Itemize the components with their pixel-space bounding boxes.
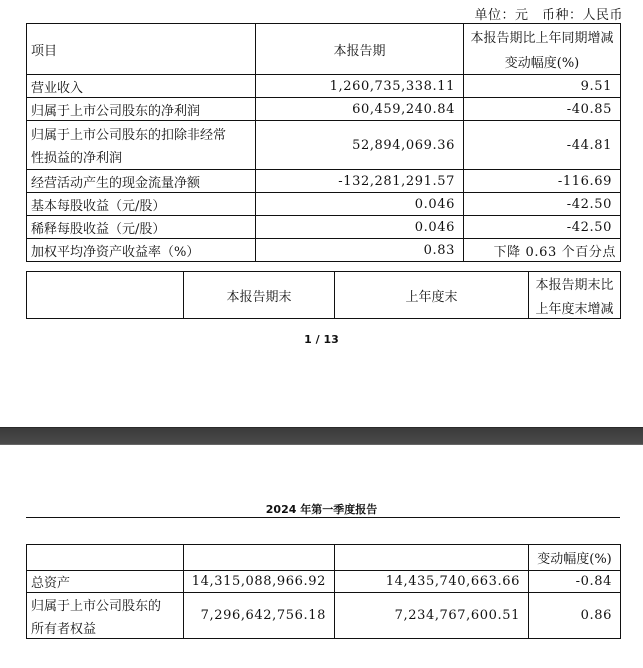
header-yoy-change: 本报告期比上年同期增减 变动幅度(%) [464,24,621,75]
row-label: 稀释每股收益（元/股） [27,216,256,239]
table-header-row [27,24,621,75]
row-change: -42.50 [464,216,621,239]
row-period-end: 14,315,088,966.92 [184,571,335,593]
row-change: 下降 0.63 个百分点 [464,239,621,262]
header-period-end: 本报告期末 [184,272,335,319]
row-change: -44.81 [464,121,621,170]
row-label: 营业收入 [27,75,256,98]
row-change: -42.50 [464,193,621,216]
table-row [27,170,621,193]
row-period-end: 7,296,642,756.18 [184,593,335,639]
table-header-row [27,272,621,319]
row-value: 0.046 [256,193,464,216]
row-change: -0.84 [529,571,621,593]
row-value: -132,281,291.57 [256,170,464,193]
row-label: 经营活动产生的现金流量净额 [27,170,256,193]
title-underline [26,517,620,518]
balance-header-table [26,271,621,319]
row-label: 归属于上市公司股东的扣除非经常 性损益的净利润 [27,121,256,170]
table-row [27,75,621,98]
page-separator [0,427,643,445]
unit-currency-note: 单位：元 币种：人民币 [474,8,623,23]
row-label: 归属于上市公司股东的 所有者权益 [27,593,184,639]
table-header-row [27,545,621,571]
table-row [27,571,621,593]
header-current-period: 本报告期 [256,24,464,75]
row-change: -40.85 [464,98,621,121]
row-label: 归属于上市公司股东的净利润 [27,98,256,121]
table-row [27,239,621,262]
balance-data-table [26,544,621,639]
page-number: 1 / 13 [304,333,339,346]
table-row [27,216,621,239]
row-value: 0.046 [256,216,464,239]
header-item: 项目 [27,24,256,75]
row-value: 60,459,240.84 [256,98,464,121]
header-blank [27,545,184,571]
table-row [27,98,621,121]
row-change: -116.69 [464,170,621,193]
row-label: 加权平均净资产收益率（%） [27,239,256,262]
key-financials-table [26,23,621,262]
row-change: 0.86 [529,593,621,639]
header-blank [184,545,335,571]
row-value: 1,260,735,338.11 [256,75,464,98]
row-change: 9.51 [464,75,621,98]
table-row [27,193,621,216]
header-change-pct: 变动幅度(%) [529,545,621,571]
row-prior-year-end: 14,435,740,663.66 [335,571,529,593]
row-value: 0.83 [256,239,464,262]
table-row [27,593,621,639]
row-value: 52,894,069.36 [256,121,464,170]
header-period-change: 本报告期末比 上年度末增减 [529,272,621,319]
header-blank [27,272,184,319]
row-prior-year-end: 7,234,767,600.51 [335,593,529,639]
table-row [27,121,621,170]
row-label: 总资产 [27,571,184,593]
header-blank [335,545,529,571]
document-title: 2024 年第一季度报告 [265,503,378,516]
header-prior-year-end: 上年度末 [335,272,529,319]
row-label: 基本每股收益（元/股） [27,193,256,216]
